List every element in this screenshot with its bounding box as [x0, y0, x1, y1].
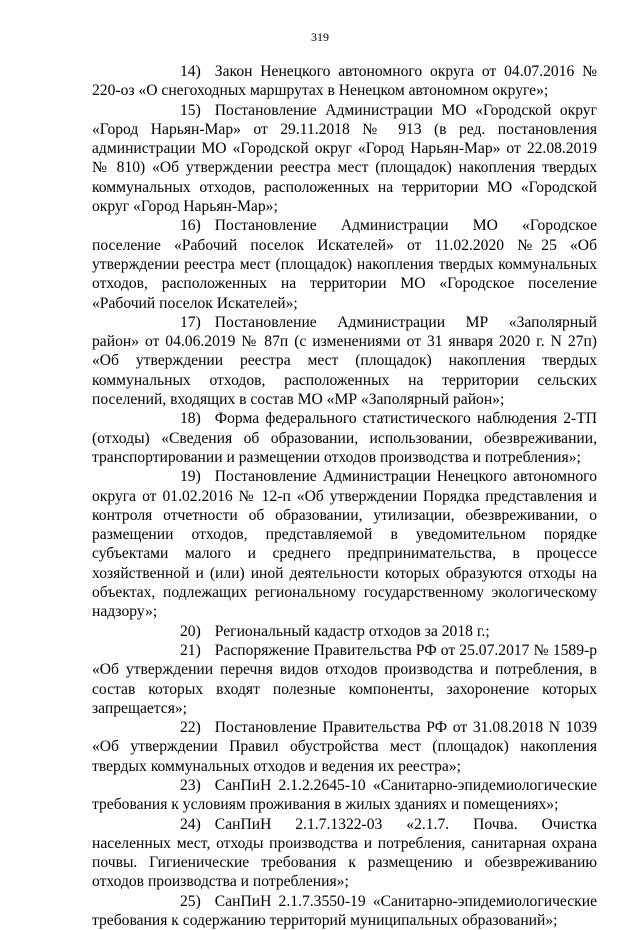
list-item-23: [92, 776, 597, 815]
item-number: 16): [180, 217, 201, 235]
list-item-20: [92, 622, 597, 641]
item-number: 25): [180, 892, 201, 910]
item-number: 21): [180, 641, 201, 659]
item-number: 20): [180, 622, 201, 640]
item-number: 23): [180, 776, 201, 794]
item-text: Региональный кадастр отходов за 2018 г.;: [214, 622, 490, 640]
item-number: 19): [180, 468, 201, 486]
item-number: 15): [180, 101, 201, 119]
list-item-18: [92, 409, 597, 467]
item-text: Постановление Администрации МР «Заполярный район» от 04.06.2019 № 87п (с изменениями от 31 января 2020 г. N 27п) «Об утверждении реестра мест (площадок) накопления твердых коммунальных отходов, расположенных на территории сельских поселений, входящих в состав МО «МР «Заполярный район»;: [92, 313, 597, 409]
item-text: Постановление Администрации МО «Городской округ «Город Нарьян-Мар» от 29.11.2018 № 913 (в ред. постановления администрации МО «Городской округ «Город Нарьян-Мар» от 22.08.2019 № 810) «Об утверждении реестра мест (площадок) накопления твердых коммунальных отходов, расположенных на территории МО «Городской округ «Город Нарьян-Мар»;: [92, 101, 597, 216]
page-number: 319: [311, 30, 329, 44]
item-text: СанПиН 2.1.2.2645-10 «Санитарно-эпидемиологические требования к условиям проживания в жилых зданиях и помещениях»;: [92, 776, 597, 814]
item-number: 14): [180, 63, 201, 80]
item-text: Постановление Администрации Ненецкого автономного округа от 01.02.2016 № 12-п «Об утверждении Порядка представления и контроля отчетности об образовании, утилизации, обезвреживании, о размещении отходов, представляемой в уведомительном порядке субъектами малого и среднего предпринимательства, в процессе хозяйственной и (или) иной деятельности которых образуются отходы на объектах, подлежащих региональному государственному экологическому надзору»;: [92, 468, 597, 621]
list-item-25: [92, 892, 597, 930]
list-item-21: [92, 641, 597, 718]
item-text: Закон Ненецкого автономного округа от 04.07.2016 № 220-оз «О снегоходных маршрутах в Ненецком автономном округе»;: [92, 63, 597, 100]
item-text: Постановление Администрации МО «Городское поселение «Рабочий поселок Искателей» от 11.02.2020 №25 «Об утверждении реестра мест (площадок) накопления твердых коммунальных отходов, расположенных на территории МО «Городское поселение «Рабочий поселок Искателей»;: [92, 217, 597, 312]
item-number: 22): [180, 719, 201, 737]
list-item-17: [92, 313, 597, 409]
list-item-16: [92, 216, 597, 312]
item-text: Постановление Правительства РФ от 31.08.2018 N 1039 «Об утверждении Правил обустройства мест (площадок) накопления твердых коммунальных отходов и ведения их реестра»;: [92, 719, 597, 775]
item-number: 18): [180, 410, 201, 428]
item-text: СанПиН 2.1.7.3550-19 «Санитарно-эпидемиологические требования к содержанию территорий муниципальных образований»;: [92, 892, 597, 930]
item-number: 24): [180, 815, 201, 833]
item-text: СанПиН 2.1.7.1322-03 «2.1.7. Почва. Очистка населенных мест, отходы производства и потребления, санитарная охрана почвы. Гигиенические требования к размещению и обезвреживанию отходов производства и потребления»;: [92, 815, 597, 891]
item-text: Распоряжение Правительства РФ от 25.07.2017 № 1589-р «Об утверждении перечня видов отходов производства и потребления, в состав которых входят полезные компоненты, захоронение которых запрещается»;: [92, 641, 597, 717]
list-item-19: [92, 467, 597, 621]
list-item-22: [92, 718, 597, 776]
list-item-24: [92, 815, 597, 892]
list-item-15: [92, 101, 597, 217]
list-item-14: [92, 62, 597, 101]
item-number: 17): [180, 313, 201, 331]
document-body: [92, 62, 597, 930]
item-text: Форма федерального статистического наблюдения 2-ТП (отходы) «Сведения об образовании, использовании, обезвреживании, транспортировании и размещении отходов производства и потребления»;: [92, 410, 597, 466]
